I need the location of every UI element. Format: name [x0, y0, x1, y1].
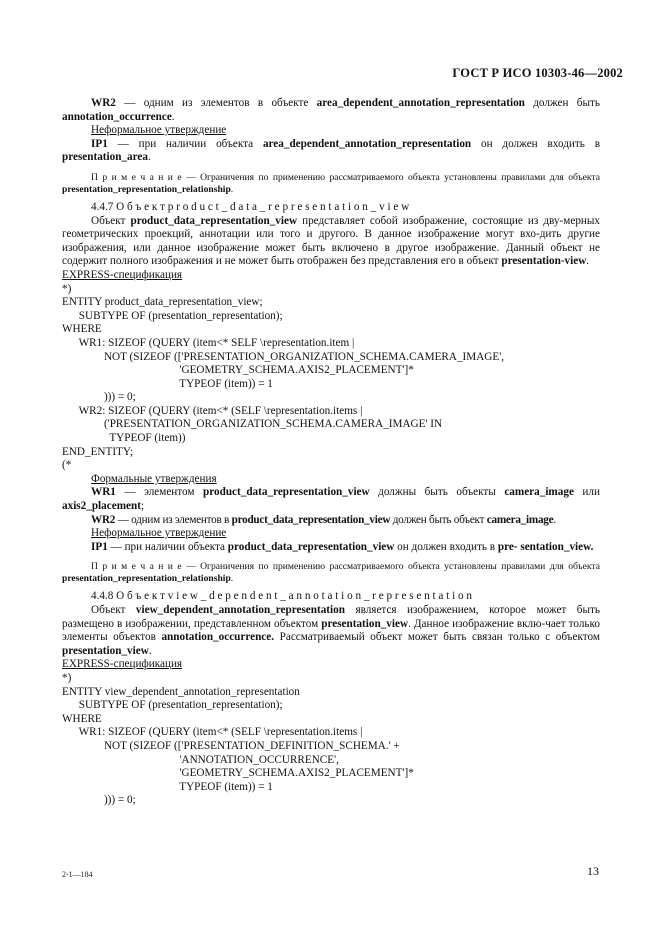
rule-label: IP1: [91, 540, 108, 553]
entity-name: annotation_occurrence.: [161, 631, 275, 644]
entity-name: area_dependent_annotation_representation: [316, 97, 525, 109]
entity-name: product_data_representation_view: [130, 214, 298, 227]
express-heading: EXPRESS-спецификация: [62, 658, 183, 671]
note: П р и м е ч а н и е — Ограничения по применению рассматриваемого объекта установлены правилами для объекта presentation_representation_relationship.: [62, 171, 600, 195]
express-code: *) ENTITY product_data_representation_view; SUBTYPE OF (presentation_representation); WHERE WR1: SIZEOF (QUERY (item<* SELF \representation.item | NOT (SIZEOF (['PRESENTATION_ORGANIZATION_SCHEMA.CAMERA_IMAGE', 'GEOMETRY_SCHEMA.AXIS2_PLACEMENT']* TYPEOF (item)) = 1 ))) = 0; WR2: SIZEOF (QUERY (item<* (SELF \representation.items | ('PRESENTATION_ORGANIZATION_SCHEMA.CAMERA_IMAGE' IN TYPEOF (item)) END_ENTITY; (*: [62, 282, 505, 472]
entity-name: annotation_occurrence: [62, 110, 172, 123]
section-heading: 4.4.8 О б ъ е к т v i e w _ d e p e n d e n t _ a n n o t a t i o n _ r e p r e s e n t a t i o n: [91, 590, 472, 603]
entity-name: presentation_view: [321, 617, 409, 630]
rule-label: WR1: [91, 486, 116, 499]
express-heading: EXPRESS-спецификация: [62, 268, 183, 281]
entity-name: pre-: [497, 540, 518, 553]
wr2-rule: WR2 — одним из элементов в product_data_representation_view должен быть объект camera_image.: [91, 513, 556, 526]
entity-name: product_data_representation_view: [203, 486, 370, 499]
rule-label: IP1: [91, 137, 108, 150]
entity-name: presentation-view: [501, 255, 587, 268]
entity-name: camera_image: [504, 486, 574, 499]
entity-name: presentation_area: [62, 151, 148, 164]
section-paragraph: Объект view_dependent_annotation_representation является изображением, которое может быть размещено в изображении, представленном объектом presentation_view. Данное изображение вклю-чает только элементы объектов annotation_occurrence. Рассматриваемый объект может быть связан только с объектом presentation_view.: [62, 604, 601, 657]
wr2-rule: WR2 — одним из элементов в объекте area_dependent_annotation_representation должен быть annotation_occurrence.: [62, 97, 600, 123]
entity-name: presentation_view: [62, 644, 149, 657]
entity-name: camera_image: [486, 513, 554, 526]
page-content: [62, 97, 600, 808]
informal-heading: Неформальное утверждение: [91, 124, 227, 137]
note: П р и м е ч а н и е — Ограничения по применению рассматриваемого объекта установлены правилами для объекта presentation_representation_relationship.: [62, 561, 600, 585]
rule-label: WR2: [91, 97, 116, 109]
entity-name: area_dependent_annotation_representation: [262, 137, 472, 150]
entity-name: sentation_view.: [520, 540, 594, 553]
footer-code: 2-1—184: [62, 870, 93, 879]
entity-name: view_dependent_annotation_representation: [135, 604, 345, 616]
section-paragraph: Объект product_data_representation_view представляет собой изображение, состоящие из дву-мерных геометрических проекций, аннотации или того и другого. В данное изображение могут вхо-дить другие изображения, или данное изображение может быть включено в другое изображение. Данный объект не содержит полного изображения и не может быть отображен без представления его в объект presentation-view.: [62, 214, 601, 268]
ip1-rule: IP1 — при наличии объекта product_data_representation_view он должен входить в pre- sentation_view.: [91, 540, 594, 553]
section-heading: 4.4.7 О б ъ е к т p r o d u c t _ d a t a _ r e p r e s e n t a t i o n _ v i e w: [91, 200, 410, 213]
page-number: 13: [587, 864, 599, 878]
entity-name: presentation_representation_relationship: [62, 183, 231, 195]
rule-label: WR2: [91, 513, 116, 526]
entity-name: presentation_representation_relationship: [62, 573, 231, 585]
formal-heading: Формальные утверждения: [91, 472, 217, 485]
entity-name: product_data_representation_view: [231, 513, 391, 526]
entity-name: axis2_placement: [62, 500, 141, 513]
ip1-rule: IP1 — при наличии объекта area_dependent_annotation_representation он должен входить в presentation_area.: [62, 137, 600, 164]
express-code: *) ENTITY view_dependent_annotation_representation SUBTYPE OF (presentation_representation); WHERE WR1: SIZEOF (QUERY (item<* (SELF \representation.items | NOT (SIZEOF (['PRESENTATION_DEFINITION_SCHEMA.' + 'ANNOTATION_OCCURRENCE', 'GEOMETRY_SCHEMA.AXIS2_PLACEMENT']* TYPEOF (item)) = 1 ))) = 0;: [62, 671, 414, 807]
entity-name: product_data_representation_view: [227, 540, 395, 553]
page-header: ГОСТ Р ИСО 10303-46—2002: [452, 66, 623, 80]
informal-heading: Неформальное утверждение: [91, 527, 227, 540]
wr1-rule: WR1 — элементом product_data_representation_view должны быть объекты camera_image или axis2_placement;: [62, 486, 600, 513]
